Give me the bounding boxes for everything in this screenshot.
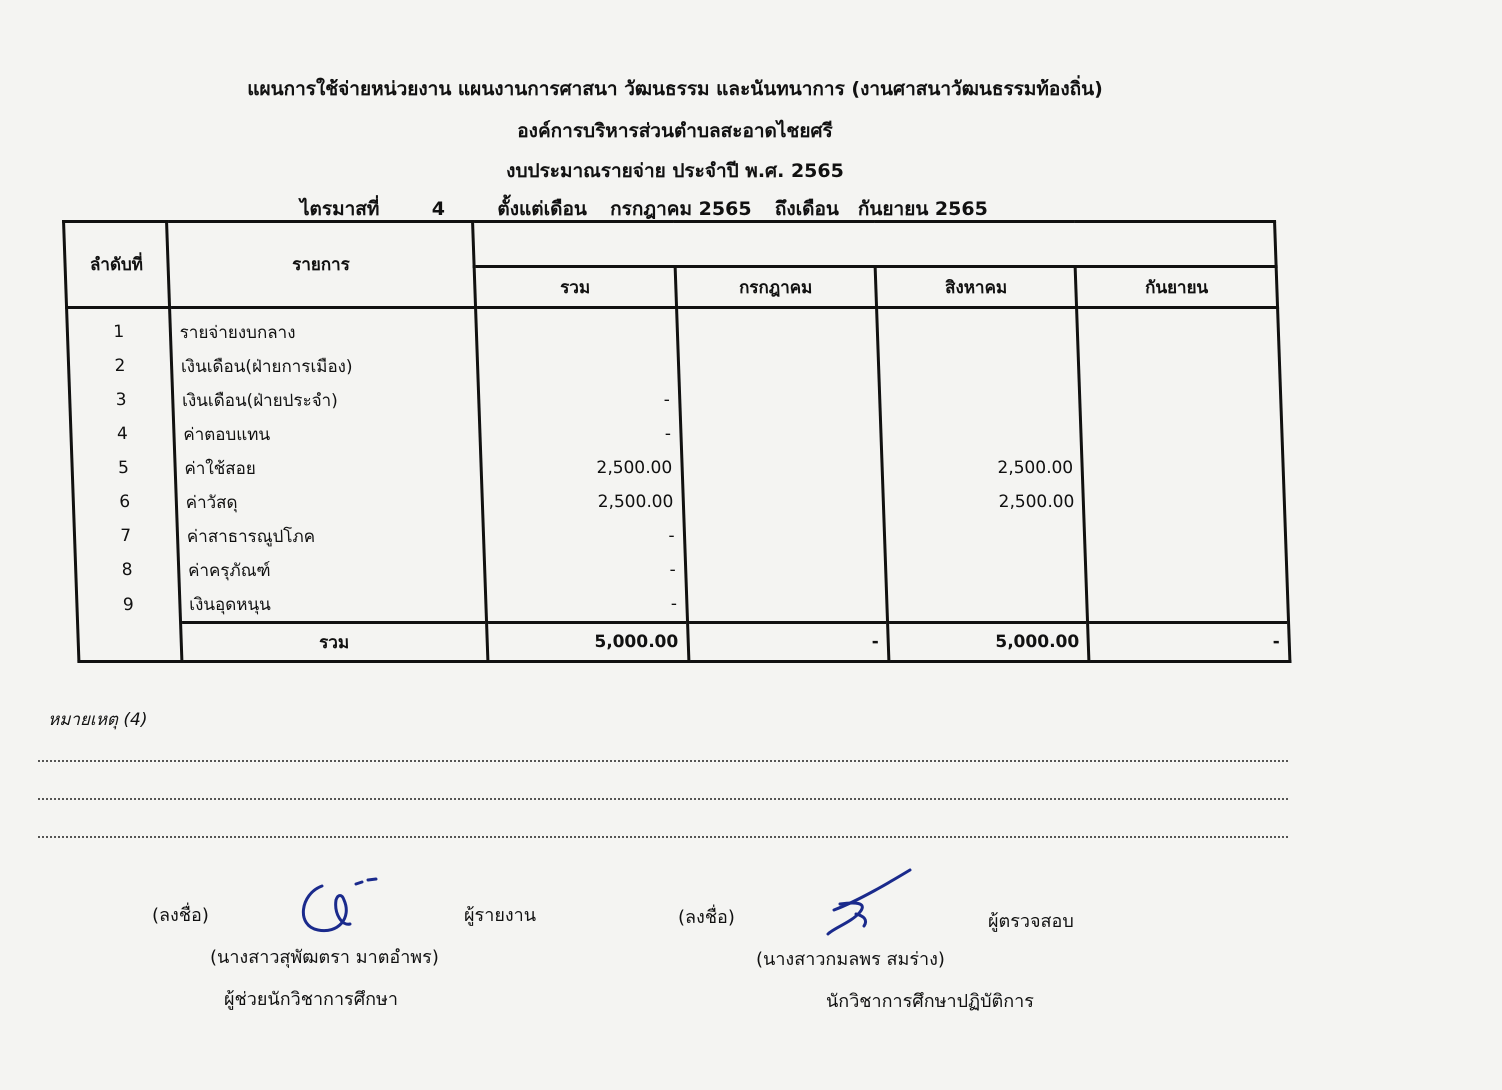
table-row [74, 519, 1286, 553]
row-m1 [681, 451, 883, 485]
table-row [68, 349, 1280, 383]
row-total: 2,500.00 [482, 485, 684, 519]
header-month-3: กันยายน [1076, 267, 1278, 308]
table-row [67, 308, 1279, 350]
row-m2: 2,500.00 [882, 451, 1084, 485]
row-m1 [678, 349, 880, 383]
left-sign-role: ผู้รายงาน [464, 905, 537, 926]
row-m3 [1081, 417, 1283, 451]
from-value: กรกฎาคม 2565 [587, 197, 775, 222]
row-no: 8 [75, 553, 179, 587]
total-row [78, 623, 1290, 662]
header-month-2: สิงหาคม [875, 267, 1077, 308]
row-m2 [885, 553, 1087, 587]
row-m3 [1082, 451, 1284, 485]
row-m2 [879, 383, 1081, 417]
left-sign-position: ผู้ช่วยนักวิชาการศึกษา [224, 989, 399, 1010]
left-sign-prefix: (ลงชื่อ) [152, 905, 209, 926]
left-signature-icon [292, 874, 382, 936]
right-sign-role: ผู้ตรวจสอบ [988, 911, 1074, 932]
total-m2: 5,000.00 [888, 623, 1090, 662]
header-no: ลำดับที่ [64, 222, 170, 308]
row-item: เงินเดือน(ฝ่ายประจำ) [172, 383, 479, 417]
document-title: แผนการใช้จ่ายหน่วยงาน แผนงานการศาสนา วัฒนธรรม และนันทนาการ (งานศาสนาวัฒนธรรมท้องถิ่น) [247, 78, 1103, 100]
row-m1 [686, 587, 888, 623]
table-row [72, 451, 1284, 485]
row-item: รายจ่ายงบกลาง [169, 308, 477, 350]
row-m3 [1086, 553, 1288, 587]
row-m1 [680, 417, 882, 451]
total-label: รวม [180, 623, 488, 662]
row-m1 [683, 519, 885, 553]
row-total: - [478, 383, 680, 417]
row-m2 [880, 417, 1082, 451]
row-m3 [1078, 349, 1280, 383]
row-no: 6 [73, 485, 177, 519]
row-m2 [886, 587, 1088, 623]
row-item: ค่าใช้สอย [174, 451, 481, 485]
total-m3: - [1088, 623, 1290, 662]
row-m1 [685, 553, 887, 587]
total-m1: - [687, 623, 889, 662]
header-month-1: กรกฎาคม [675, 267, 877, 308]
total-sum: 5,000.00 [487, 623, 689, 662]
budget-table [62, 220, 1291, 663]
remark-line [38, 760, 1288, 762]
header-item: รายการ [166, 222, 475, 308]
row-m3 [1087, 587, 1289, 623]
row-m3 [1084, 519, 1286, 553]
table-row [69, 383, 1281, 417]
row-item: เงินอุดหนุน [179, 587, 487, 623]
budget-year: งบประมาณรายจ่าย ประจำปี พ.ศ. 2565 [506, 160, 844, 182]
row-total [477, 349, 679, 383]
row-m2 [878, 349, 1080, 383]
row-total: 2,500.00 [481, 451, 683, 485]
row-m2 [884, 519, 1086, 553]
table-row [73, 485, 1285, 519]
row-no: 3 [69, 383, 173, 417]
left-sign-name: (นางสาวสุพัฒตรา มาตอำพร) [210, 947, 439, 968]
row-no: 7 [74, 519, 178, 553]
row-m1 [682, 485, 884, 519]
row-total: - [479, 417, 681, 451]
row-no: 2 [68, 349, 172, 383]
remark-label: หมายเหตุ (4) [48, 710, 148, 730]
total-row-no [78, 623, 182, 662]
row-m2: 2,500.00 [883, 485, 1085, 519]
row-m3 [1080, 383, 1282, 417]
row-item: เงินเดือน(ฝ่ายการเมือง) [171, 349, 478, 383]
header-total: รวม [474, 267, 676, 308]
row-m1 [679, 383, 881, 417]
from-label: ตั้งแต่เดือน [497, 198, 587, 220]
row-total: - [483, 519, 685, 553]
row-item: ค่าวัสดุ [176, 485, 483, 519]
table-row [70, 417, 1282, 451]
right-sign-prefix: (ลงชื่อ) [678, 907, 735, 928]
row-no: 4 [70, 417, 174, 451]
remark-line [38, 836, 1288, 838]
row-item: ค่าครุภัณฑ์ [178, 553, 485, 587]
quarter-value: 4 [379, 197, 497, 222]
row-item: ค่าสาธารณูปโภค [177, 519, 484, 553]
row-total: - [485, 587, 687, 623]
organization-name: องค์การบริหารส่วนตำบลสะอาดไชยศรี [517, 120, 833, 142]
row-no: 5 [72, 451, 176, 485]
row-total [476, 308, 678, 350]
table-row [76, 587, 1288, 623]
to-label: ถึงเดือน [774, 198, 839, 220]
row-m1 [676, 308, 878, 350]
header-months-group [473, 222, 1276, 267]
row-m3 [1077, 308, 1279, 350]
remark-line [38, 798, 1288, 800]
row-m2 [877, 308, 1079, 350]
row-no: 1 [67, 308, 171, 350]
to-value: กันยายน 2565 [839, 197, 1007, 222]
quarter-label: ไตรมาสที่ [300, 198, 380, 220]
table-row [75, 553, 1287, 587]
row-no: 9 [76, 587, 180, 623]
row-m3 [1083, 485, 1285, 519]
right-sign-position: นักวิชาการศึกษาปฏิบัติการ [826, 991, 1034, 1012]
right-sign-name: (นางสาวกมลพร สมร่าง) [756, 949, 945, 970]
right-signature-icon [820, 866, 920, 938]
row-item: ค่าตอบแทน [173, 417, 480, 451]
row-total: - [484, 553, 686, 587]
